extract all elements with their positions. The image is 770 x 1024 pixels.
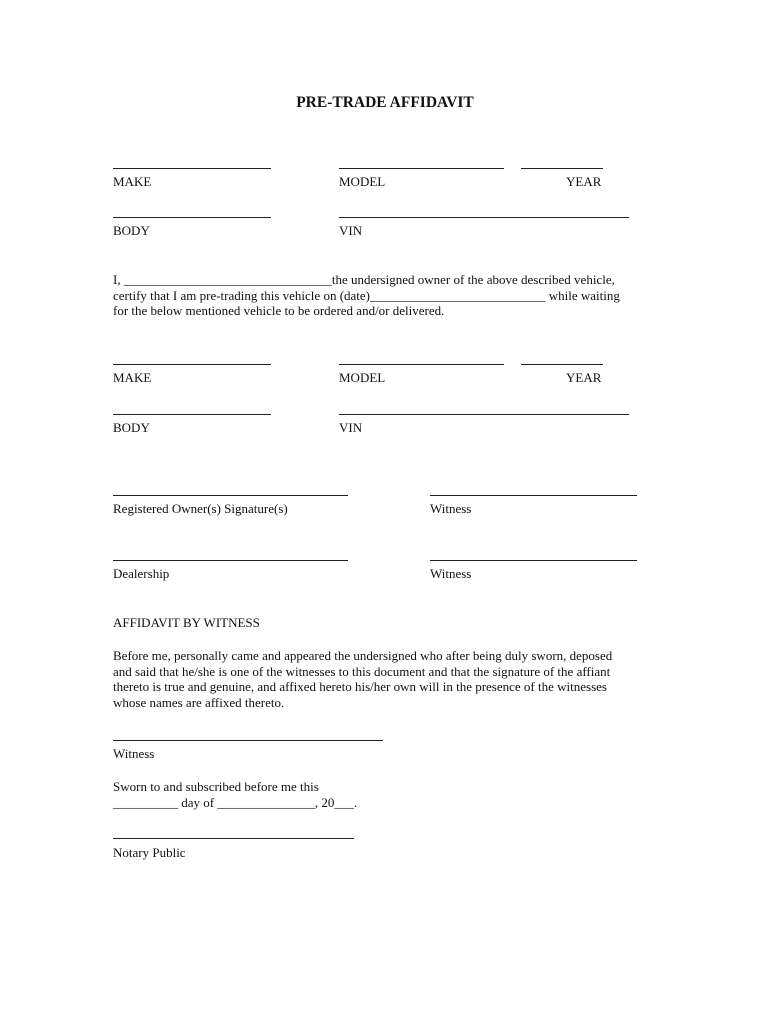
- vin-2-field[interactable]: [339, 414, 629, 415]
- model-2-label: MODEL: [339, 370, 386, 385]
- certification-line-3: for the below mentioned vehicle to be ordered and/or delivered.: [113, 303, 445, 318]
- affidavit-witness-label: Witness: [113, 746, 155, 761]
- vin-2-label: VIN: [339, 420, 363, 435]
- certification-line-1[interactable]: I, ________________________________the undersigned owner of the above described vehicle,: [113, 272, 615, 287]
- vin-1-field[interactable]: [339, 217, 629, 218]
- body-2-label: BODY: [113, 420, 150, 435]
- model-1-field[interactable]: [339, 168, 504, 169]
- body-2-field[interactable]: [113, 414, 271, 415]
- year-2-field[interactable]: [521, 364, 603, 365]
- vin-1-label: VIN: [339, 223, 363, 238]
- notary-signature-field[interactable]: [113, 838, 354, 839]
- make-1-label: MAKE: [113, 174, 152, 189]
- year-1-label: YEAR: [566, 174, 602, 189]
- witness-affidavit-line-2: and said that he/she is one of the witnesses to this document and that the signature of the affiant: [113, 663, 611, 679]
- owner-signature-field[interactable]: [113, 495, 348, 496]
- witness-affidavit-line-1: Before me, personally came and appeared the undersigned who after being duly sworn, deposed: [113, 648, 613, 663]
- year-1-field[interactable]: [521, 168, 603, 169]
- sworn-line: Sworn to and subscribed before me this: [113, 779, 319, 794]
- sworn-date-line[interactable]: __________ day of _______________, 20___.: [113, 795, 358, 810]
- witness-1-label: Witness: [430, 501, 472, 516]
- witness-2-signature-field[interactable]: [430, 560, 637, 561]
- dealership-signature-field[interactable]: [113, 560, 348, 561]
- certification-paragraph: [113, 272, 620, 319]
- affidavit-witness-signature-field[interactable]: [113, 740, 383, 741]
- certification-line-2[interactable]: certify that I am pre-trading this vehicle on (date)___________________________ while waiting: [113, 287, 620, 303]
- make-1-field[interactable]: [113, 168, 271, 169]
- make-2-field[interactable]: [113, 364, 271, 365]
- witness-affidavit-paragraph: [113, 648, 612, 710]
- body-1-label: BODY: [113, 223, 150, 238]
- owner-signature-label: Registered Owner(s) Signature(s): [113, 501, 288, 516]
- witness-1-signature-field[interactable]: [430, 495, 637, 496]
- dealership-label: Dealership: [113, 566, 170, 581]
- model-2-field[interactable]: [339, 364, 504, 365]
- model-1-label: MODEL: [339, 174, 386, 189]
- body-1-field[interactable]: [113, 217, 271, 218]
- witness-affidavit-line-4: whose names are affixed thereto.: [113, 694, 285, 710]
- year-2-label: YEAR: [566, 370, 602, 385]
- witness-2-label: Witness: [430, 566, 472, 581]
- document-title: PRE-TRADE AFFIDAVIT: [296, 94, 474, 111]
- make-2-label: MAKE: [113, 370, 152, 385]
- witness-affidavit-line-3: thereto is true and genuine, and affixed hereto his/her own will in the presence of the witnesses: [113, 679, 607, 694]
- notary-public-label: Notary Public: [113, 845, 186, 860]
- witness-affidavit-heading: AFFIDAVIT BY WITNESS: [113, 615, 260, 630]
